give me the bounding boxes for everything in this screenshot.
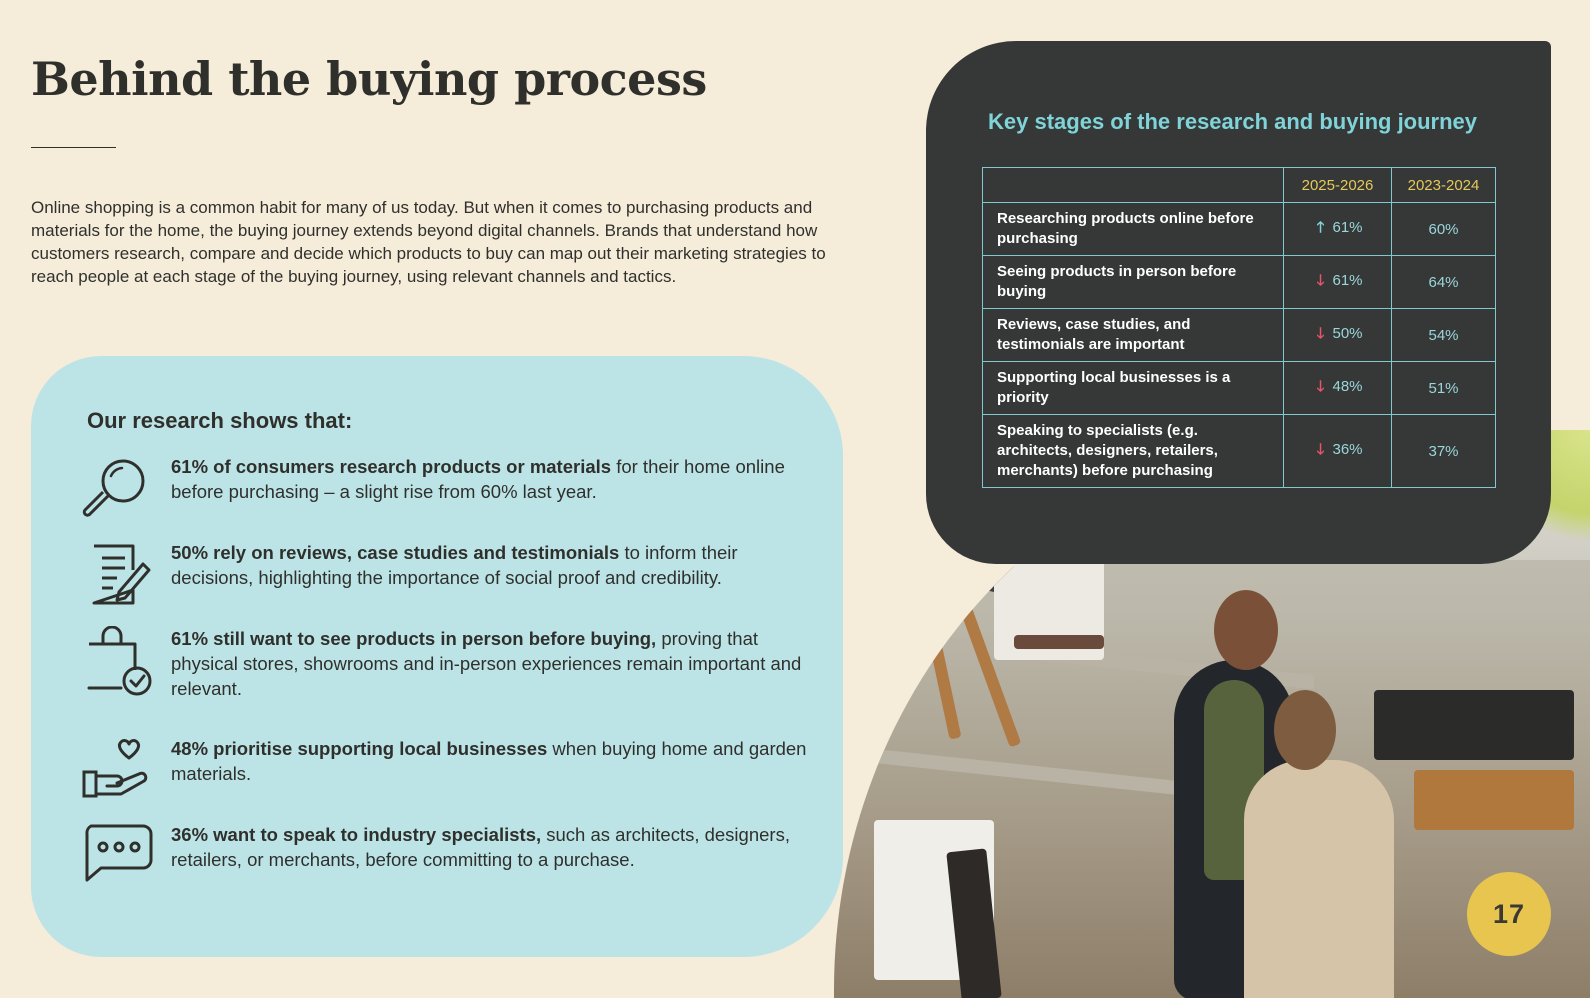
research-findings-box	[31, 356, 843, 957]
arrow-down-icon: 🡓	[1316, 324, 1325, 342]
photo-display	[1374, 690, 1574, 760]
finding-bold: 48% prioritise supporting local businesses	[171, 738, 548, 759]
finding-rest: to inform their decisions, highlighting the importance of social proof and credibility.	[171, 542, 738, 588]
photo-person-head	[1274, 690, 1336, 770]
row-label: Seeing products in person before buying	[983, 256, 1284, 309]
finding-rest: such as architects, designers, retailers, or merchants, before committing to a purchase.	[171, 824, 790, 870]
column-header	[983, 168, 1284, 203]
photo-chair-seat	[1014, 635, 1104, 649]
table-row	[983, 256, 1496, 309]
table-row	[983, 415, 1496, 488]
table-row	[983, 203, 1496, 256]
document-pen-icon	[81, 540, 153, 606]
previous-value: 51%	[1392, 362, 1496, 415]
arrow-down-icon: 🡓	[1316, 377, 1325, 395]
column-header: 2023-2024	[1392, 168, 1496, 203]
page-number-badge: 17	[1467, 872, 1551, 956]
research-heading: Our research shows that:	[87, 408, 353, 433]
shopping-bag-check-icon	[81, 626, 153, 696]
finding-bold: 61% of consumers research products or materials	[171, 456, 612, 477]
finding-text	[171, 454, 821, 504]
key-stages-panel	[926, 41, 1551, 564]
current-value-cell	[1284, 309, 1392, 362]
row-label: Researching products online before purchasing	[983, 203, 1284, 256]
hand-heart-icon	[81, 736, 153, 802]
current-value-cell	[1284, 362, 1392, 415]
previous-value: 64%	[1392, 256, 1496, 309]
finding-rest: when buying home and garden materials.	[171, 738, 807, 784]
stages-table	[982, 167, 1496, 488]
magnifier-icon	[81, 454, 153, 520]
title-divider	[31, 147, 116, 148]
photo-chair-leg	[919, 590, 962, 739]
finding-text	[171, 822, 821, 872]
arrow-down-icon: 🡓	[1316, 271, 1325, 289]
finding-item	[81, 540, 821, 606]
arrow-up-icon: 🡑	[1316, 218, 1325, 236]
previous-value: 54%	[1392, 309, 1496, 362]
current-value: 36%	[1332, 440, 1363, 458]
current-value-cell	[1284, 415, 1392, 488]
finding-bold: 50% rely on reviews, case studies and testimonials	[171, 542, 620, 563]
photo-person-head	[1214, 590, 1278, 670]
intro-paragraph: Online shopping is a common habit for many of us today. But when it comes to purchasing products and materials for the home, the buying journey extends beyond digital channels. Brands that understand how customers research, compare and decide which products to buy can map out their marketing strategies to reach people at each stage of the buying journey, using relevant channels and tactics.	[31, 198, 826, 286]
finding-item	[81, 736, 821, 802]
finding-item	[81, 822, 821, 888]
previous-value: 37%	[1392, 415, 1496, 488]
table-row	[983, 309, 1496, 362]
page-title: Behind the buying process	[31, 52, 707, 106]
current-value: 50%	[1332, 324, 1363, 342]
row-label: Reviews, case studies, and testimonials are important	[983, 309, 1284, 362]
current-value-cell	[1284, 256, 1392, 309]
current-value: 61%	[1332, 271, 1363, 289]
row-label: Supporting local businesses is a priority	[983, 362, 1284, 415]
finding-text	[171, 540, 821, 590]
previous-value: 60%	[1392, 203, 1496, 256]
finding-rest: for their home online before purchasing – a slight rise from 60% last year.	[171, 456, 785, 502]
row-label: Speaking to specialists (e.g. architects, designers, retailers, merchants) before purchasing	[983, 415, 1284, 488]
current-value: 61%	[1332, 218, 1363, 236]
table-row	[983, 362, 1496, 415]
table-header-row	[983, 168, 1496, 203]
finding-bold: 61% still want to see products in person before buying,	[171, 628, 657, 649]
finding-text	[171, 626, 821, 701]
column-header: 2025-2026	[1284, 168, 1392, 203]
arrow-down-icon: 🡓	[1316, 440, 1325, 458]
finding-item	[81, 454, 821, 520]
finding-item	[81, 626, 821, 701]
stages-title: Key stages of the research and buying journey	[988, 109, 1478, 134]
photo-dresser	[1414, 770, 1574, 830]
finding-bold: 36% want to speak to industry specialists,	[171, 824, 542, 845]
photo-person-woman	[1244, 760, 1394, 998]
speech-bubble-icon	[81, 822, 153, 888]
current-value-cell	[1284, 203, 1392, 256]
finding-rest: proving that physical stores, showrooms and in-person experiences remain important and relevant.	[171, 628, 802, 699]
finding-text	[171, 736, 821, 786]
current-value: 48%	[1332, 377, 1363, 395]
